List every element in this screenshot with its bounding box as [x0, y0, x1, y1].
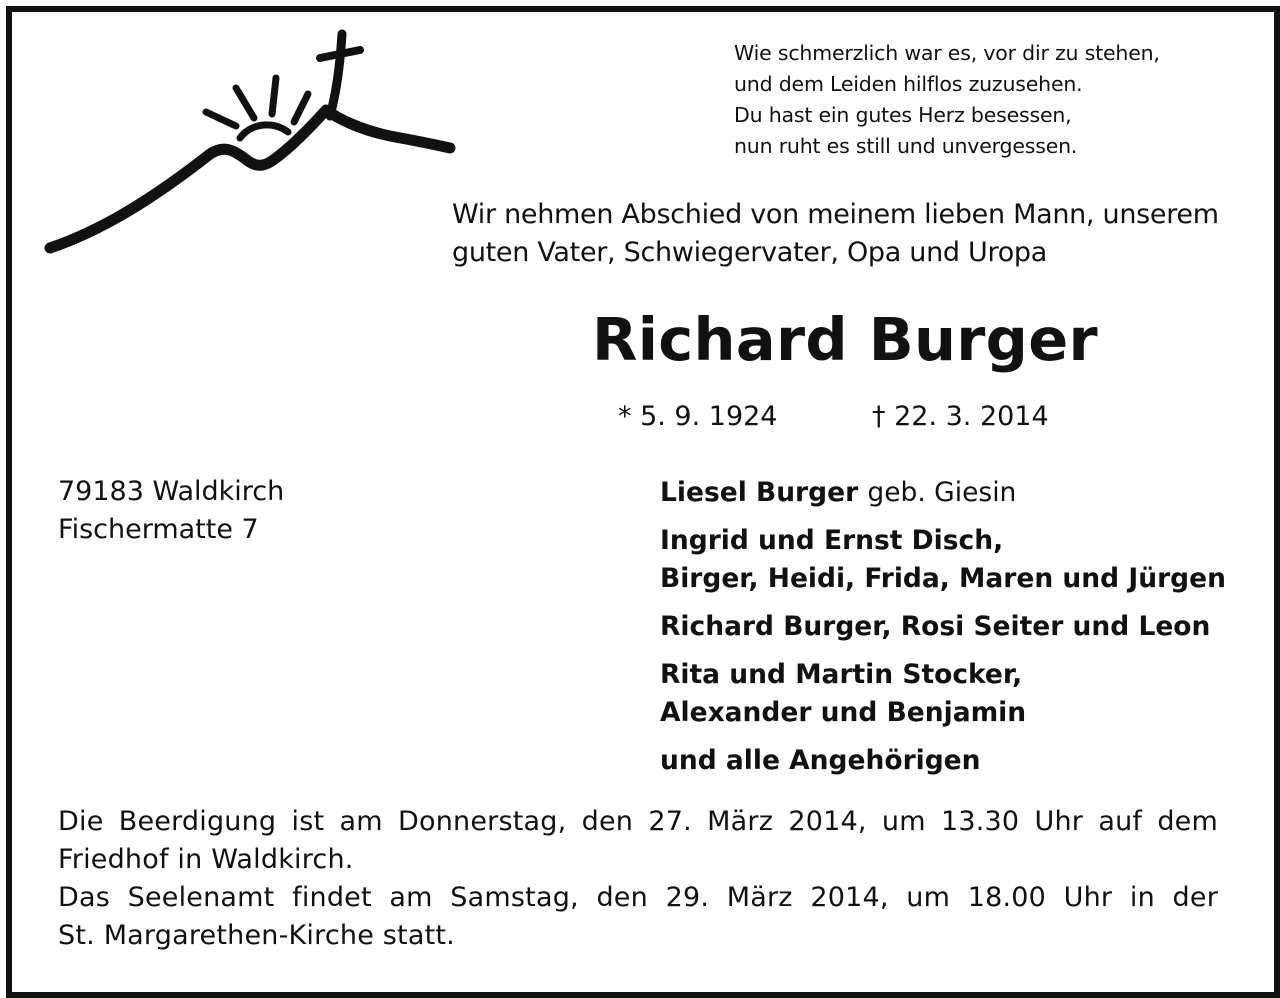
death-date: † 22. 3. 2014 [872, 401, 1049, 432]
mourner-line [660, 474, 1226, 512]
intro-line: guten Vater, Schwiegervater, Opa und Uropa [452, 237, 1047, 268]
mourner-group [660, 656, 1226, 732]
address-street: Fischermatte 7 [58, 514, 259, 545]
mourners-list [660, 474, 1226, 790]
poem-line: Wie schmerzlich war es, vor dir zu stehen, [734, 41, 1160, 65]
poem-line: und dem Leiden hilflos zuzusehen. [734, 72, 1083, 96]
maiden-name: geb. Giesin [867, 477, 1017, 508]
birth-date: * 5. 9. 1924 [618, 401, 778, 432]
mourner-line: Rita und Martin Stocker, [660, 659, 1023, 690]
mourner-line: Alexander und Benjamin [660, 697, 1027, 728]
address-city: 79183 Waldkirch [58, 476, 285, 507]
mourner-line: Richard Burger, Rosi Seiter und Leon [660, 611, 1211, 642]
mourner-line: und alle Angehörigen [660, 745, 981, 776]
intro-line: Wir nehmen Abschied von meinem lieben Mann, unserem [452, 199, 1219, 230]
mourner-group [660, 522, 1226, 598]
funeral-line: Die Beerdigung ist am Donnerstag, den 27. März 2014, um 13.30 Uhr auf dem [58, 806, 1218, 837]
funeral-line: Das Seelenamt findet am Samstag, den 29. März 2014, um 18.00 Uhr in der [58, 882, 1218, 913]
mourner-group [660, 474, 1226, 512]
mourner-group [660, 742, 1226, 780]
address [58, 473, 284, 549]
poem [734, 38, 1160, 162]
mourner-name: Liesel Burger [660, 477, 859, 508]
funeral-details [58, 803, 1218, 955]
poem-line: nun ruht es still und unvergessen. [734, 134, 1078, 158]
mourner-line: Ingrid und Ernst Disch, [660, 525, 1004, 556]
poem-line: Du hast ein gutes Herz besessen, [734, 103, 1072, 127]
farewell-intro [452, 196, 1219, 272]
mountain-sun-cross-icon [40, 26, 460, 266]
deceased-name: Richard Burger [592, 305, 1098, 374]
mourner-line: Birger, Heidi, Frida, Maren und Jürgen [660, 563, 1226, 594]
funeral-line: Friedhof in Waldkirch. [58, 844, 354, 875]
mourner-group [660, 608, 1226, 646]
funeral-line: St. Margarethen-Kirche statt. [58, 920, 455, 951]
